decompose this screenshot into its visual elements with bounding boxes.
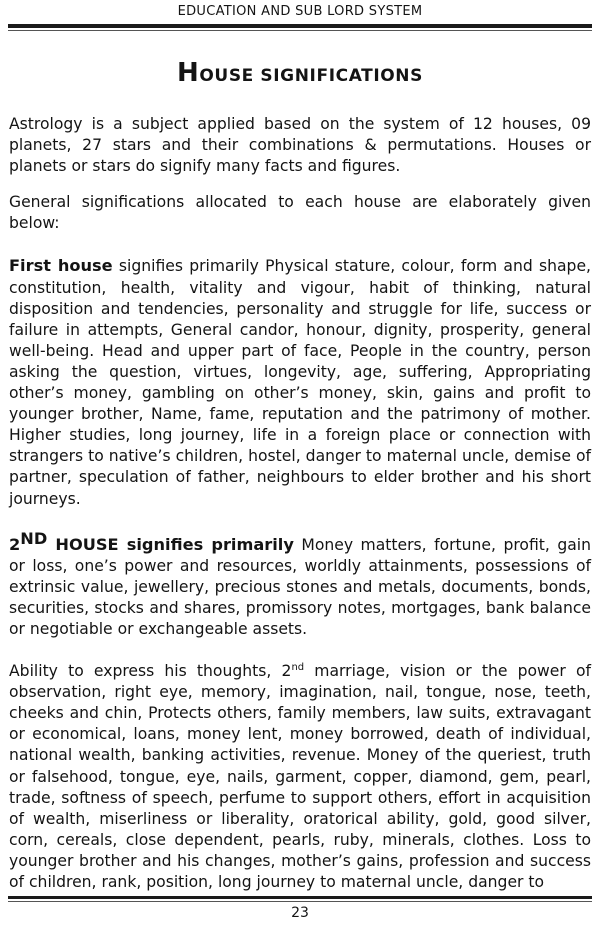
- second-house-lead: HOUSE signifies primarily: [47, 534, 294, 554]
- first-house-paragraph: [9, 255, 591, 509]
- running-header: EDUCATION AND SUB LORD SYSTEM: [177, 4, 423, 19]
- general-paragraph: General significations allocated to each house are elaborately given below:: [9, 193, 591, 233]
- header-rule: [8, 24, 592, 28]
- ability-paragraph: [9, 661, 591, 893]
- second-house-body: Money matters, fortune, profit, gain or loss, one’s power and resources, worldly attainments, possessions of extrinsic value, jewellery, precious stones and metals, documents, bonds, securities, stocks and shares, promissory notes, mortgages, bank balance or negotiable or exchangeable assets.: [9, 535, 591, 638]
- ability-rest: marriage, vision or the power of observation, right eye, memory, imagination, nail, tongue, nose, teeth, cheeks and chin, Protects others, family members, law suits, extravagant or economical, loans, money lent, money borrowed, death of individual, national wealth, banking activities, revenue. Money of the queriest, truth or falsehood, tongue, eye, nails, garment, copper, diamond, gem, pearl, trade, softness of speech, perfume to support others, effort in acquisition of wealth, miserliness or liberality, oratorical ability, gold, good silver, corn, cereals, close dependent, pearls, ruby, minerals, clothes. Loss to younger brother and his changes, mother’s gains, profession and success of children, rank, position, long journey to maternal uncle, danger to: [9, 662, 591, 891]
- section-title-rest: OUSE SIGNIFICATIONS: [199, 66, 423, 86]
- footer-rule-thin: [8, 901, 592, 902]
- second-house-ordinal: ND: [20, 528, 48, 548]
- second-house-number: 2: [9, 534, 21, 554]
- footer-rule: [8, 896, 592, 899]
- first-house-body: signifies primarily Physical stature, colour, form and shape, constitution, health, vitality and vigour, habit of thinking, natural disposition and tendencies, personality and struggle for life, success or failure in attempts, General candor, honour, dignity, prosperity, general well-being. Head and upper part of face, People in the country, person asking the question, virtues, longevity, age, suffering, Appropriating other’s money, gambling on other’s money, skin, gains and profit to younger brother, Name, fame, reputation and the patrimony of mother. Higher studies, long journey, life in a foreign place or connection with strangers to native’s children, hostel, danger to maternal uncle, demise of partner, speculation of father, neighbours to elder brother and his short journeys.: [9, 257, 591, 508]
- second-house-paragraph: [9, 528, 591, 640]
- header-rule-thin: [8, 30, 592, 31]
- first-house-lead: First house: [9, 256, 113, 276]
- page-body: [9, 114, 591, 893]
- ability-ordinal: nd: [291, 661, 305, 673]
- section-title: [0, 58, 600, 88]
- page-number: 23: [291, 905, 309, 921]
- section-title-initial: H: [177, 58, 200, 88]
- intro-paragraph: Astrology is a subject applied based on the system of 12 houses, 09 planets, 27 stars and their combinations & permutations. Houses or planets or stars do signify many facts and figures.: [9, 115, 591, 176]
- ability-start: Ability to express his thoughts, 2: [9, 662, 292, 681]
